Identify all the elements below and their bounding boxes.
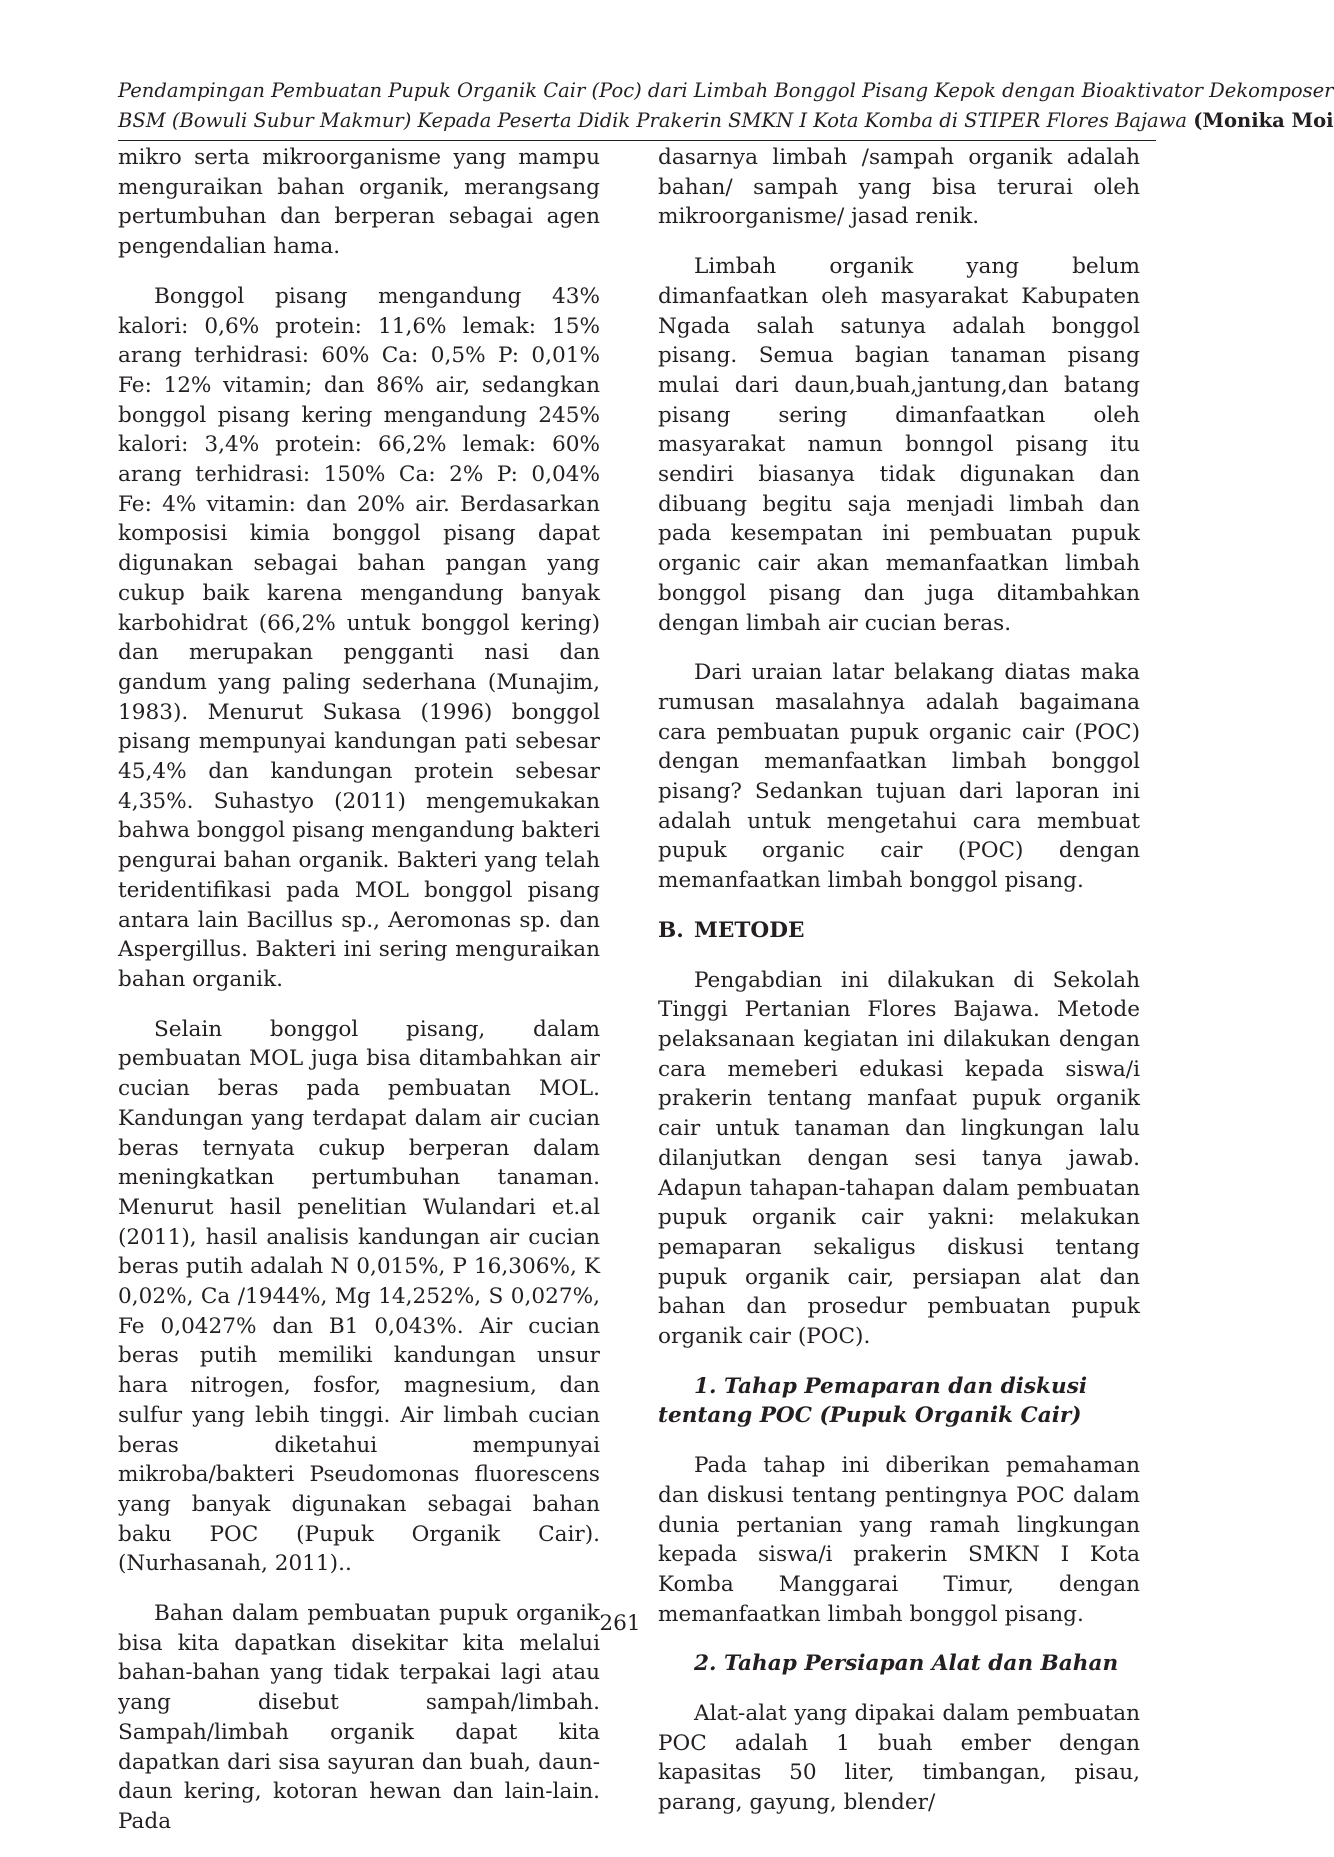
paragraph: mikro serta mikroorganisme yang mampu menguraikan bahan organik, merangsang pertumbuhan dan berperan sebagai agen pengendalian hama.: [118, 145, 600, 260]
paragraph: Pengabdian ini dilakukan di Sekolah Tinggi Pertanian Flores Bajawa. Metode pelaksanaan kegiatan ini dilakukan dengan cara memeberi edukasi kepada siswa/i prakerin tentang manfaat pupuk organik cair untuk tanaman dan lingkungan lalu dilanjutkan dengan sesi tanya jawab. Adapun tahapan-tahapan dalam pembuatan pupuk organik cair yakni: melakukan pemaparan sekaligus diskusi tentang pupuk organik cair, persiapan alat dan bahan dan prosedur pembuatan pupuk organik cair (POC).: [658, 967, 1140, 1350]
subsection-heading-1: 1. Tahap Pemaparan dan diskusi tentang POC (Pupuk Organik Cair): [658, 1373, 1088, 1429]
paragraph: Bahan dalam pembuatan pupuk organik bisa kita dapatkan disekitar kita melalui bahan-bahan yang tidak terpakai lagi atau yang disebut sampah/limbah. Sampah/limbah organik dapat kita dapatkan dari sisa sayuran dan buah, daun-daun kering, kotoran hewan dan lain-lain. Pada: [118, 1601, 600, 1834]
paragraph: Limbah organik yang belum dimanfaatkan oleh masyarakat Kabupaten Ngada salah satunya adalah bonggol pisang. Semua bagian tanaman pisang mulai dari daun,buah,jantung,dan batang pisang sering dimanfaatkan oleh masyarakat namun bonngol pisang itu sendiri biasanya tidak digunakan dan dibuang begitu saja menjadi limbah dan pada kesempatan ini pembuatan pupuk organic cair akan memanfaatkan limbah bonggol pisang dan juga ditambahkan dengan limbah air cucian beras.: [658, 254, 1140, 636]
paragraph: Bonggol pisang mengandung 43% kalori: 0,6% protein: 11,6% lemak: 15% arang terhidrasi: 60% Ca: 0,5% P: 0,01% Fe: 12% vitamin; dan 86% air, sedangkan bonggol pisang kering mengandung 245% kalori: 3,4% protein: 66,2% lemak: 60% arang terhidrasi: 150% Ca: 2% P: 0,04% Fe: 4% vitamin: dan 20% air. Berdasarkan komposisi kimia bonggol pisang dapat digunakan sebagai bahan pangan yang cukup baik karena mengandung banyak karbohidrat (66,2% untuk bonggol kering) dan merupakan pengganti nasi dan gandum yang paling sederhana (Munajim, 1983). Menurut Sukasa (1996) bonggol pisang mempunyai kandungan pati sebesar 45,4% dan kandungan protein sebesar 4,35%. Suhastyo (2011) mengemukakan bahwa bonggol pisang mengandung bakteri pengurai bahan organik. Bakteri yang telah teridentifikasi pada MOL bonggol pisang antara lain Bacillus sp., Aeromonas sp. dan Aspergillus. Bakteri ini sering menguraikan bahan organik.: [118, 283, 600, 992]
paragraph: Alat-alat yang dipakai dalam pembuatan POC adalah 1 buah ember dengan kapasitas 50 liter, timbangan, pisau, parang, gayung, blender/: [658, 1701, 1140, 1816]
section-heading-metode: [658, 916, 1140, 946]
left-column: [118, 143, 600, 1857]
paragraph: Pada tahap ini diberikan pemahaman dan diskusi tentang pentingnya POC dalam dunia pertanian yang ramah lingkungan kepada siswa/i prakerin SMKN I Kota Komba Manggarai Timur, dengan memanfaatkan limbah bonggol pisang.: [658, 1453, 1140, 1627]
header-author: (Monika Moi: [1193, 109, 1334, 132]
page-number: 261: [599, 1611, 641, 1636]
header-title-line-1: Pendampingan Pembuatan Pupuk Organik Cair (Poc) dari Limbah Bonggol Pisang Kepok dengan Bioaktivator Dekomposer: [118, 79, 1334, 102]
right-column: [658, 143, 1140, 1838]
header-title-line-2: [118, 106, 1334, 136]
section-title: METODE: [694, 917, 805, 943]
section-number: B.: [658, 917, 684, 943]
paragraph: Dari uraian latar belakang diatas maka rumusan masalahnya adalah bagaimana cara pembuatan pupuk organic cair (POC) dengan memanfaatkan limbah bonggol pisang? Sedankan tujuan dari laporan ini adalah untuk mengetahui cara membuat pupuk organic cair (POC) dengan memanfaatkan limbah bonggol pisang.: [658, 660, 1140, 894]
running-header: [118, 76, 1334, 141]
paragraph: dasarnya limbah /sampah organik adalah bahan/ sampah yang bisa terurai oleh mikroorganisme/ jasad renik.: [658, 145, 1140, 230]
header-title-line-2-text: BSM (Bowuli Subur Makmur) Kepada Peserta Didik Prakerin SMKN I Kota Komba di STIPER Flores Bajawa: [118, 109, 1187, 132]
subsection-heading-2: 2. Tahap Persiapan Alat dan Bahan: [694, 1651, 1119, 1677]
paragraph: Selain bonggol pisang, dalam pembuatan MOL juga bisa ditambahkan air cucian beras pada pembuatan MOL. Kandungan yang terdapat dalam air cucian beras ternyata cukup berperan dalam meningkatkan pertumbuhan tanaman. Menurut hasil penelitian Wulandari et.al (2011), hasil analisis kandungan air cucian beras putih adalah N 0,015%, P 16,306%, K 0,02%, Ca /1944%, Mg 14,252%, S 0,027%, Fe 0,0427% dan B1 0,043%. Air cucian beras putih memiliki kandungan unsur hara nitrogen, fosfor, magnesium, dan sulfur yang lebih tinggi. Air limbah cucian beras diketahui mempunyai mikroba/bakteri Pseudomonas fluorescens yang banyak digunakan sebagai bahan baku POC (Pupuk Organik Cair). (Nurhasanah, 2011)..: [118, 1016, 600, 1577]
